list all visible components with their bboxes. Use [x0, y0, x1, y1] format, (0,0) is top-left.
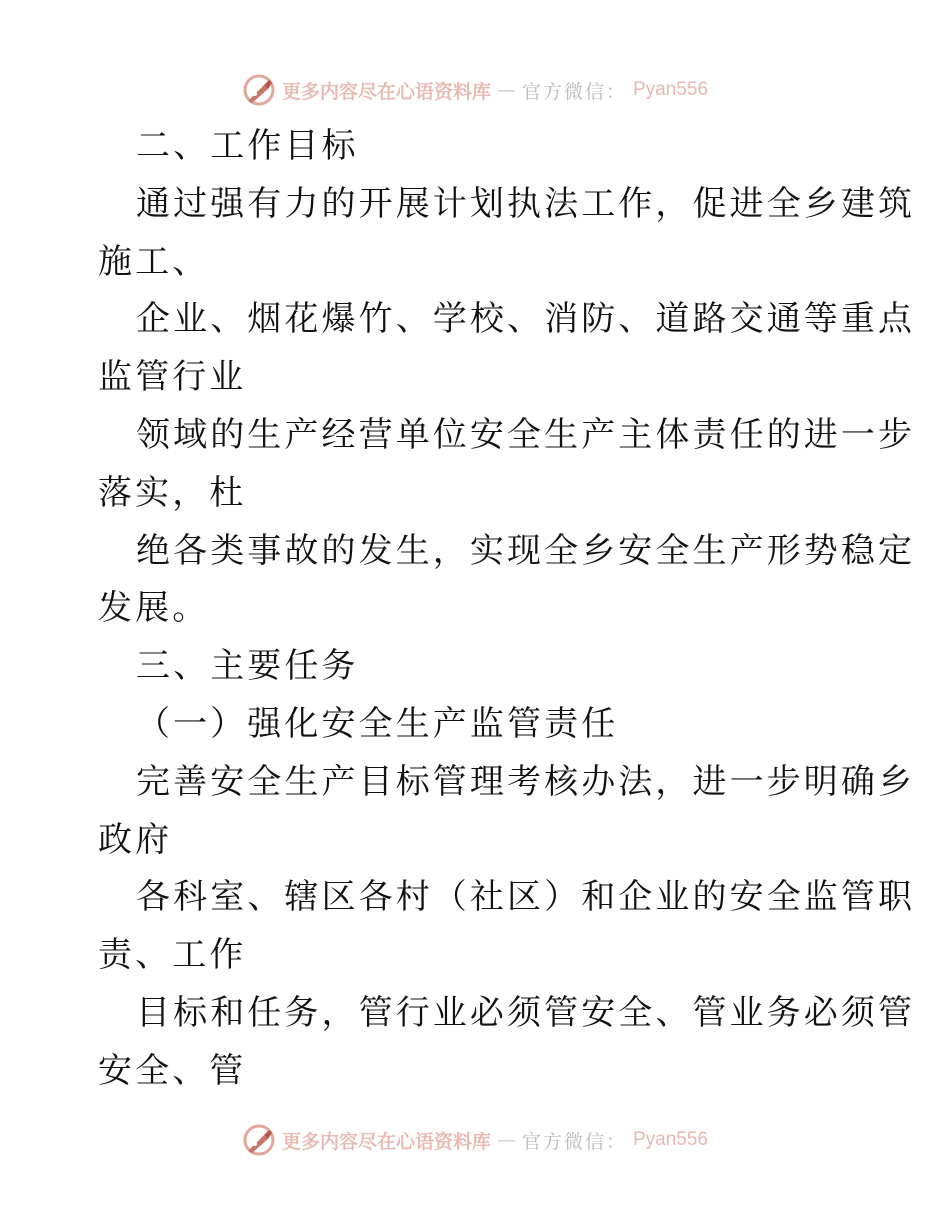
watermark-main-text: 更多内容尽在心语资料库	[281, 1130, 491, 1153]
watermark-main-text: 更多内容尽在心语资料库	[281, 80, 491, 103]
pen-nib-logo-icon	[242, 73, 276, 107]
watermark-separator: —	[496, 1129, 516, 1151]
text-line: 企业、烟花爆竹、学校、消防、道路交通等重点	[136, 299, 916, 340]
footer-watermark	[0, 1118, 950, 1162]
text-line: 二、工作目标	[136, 126, 359, 166]
text-line: 完善安全生产目标管理考核办法，进一步明确乡	[136, 761, 916, 802]
watermark-separator: —	[496, 79, 516, 101]
document-body	[98, 118, 916, 1101]
text-line: 责、工作	[98, 935, 247, 976]
text-line: 各科室、辖区各村（社区）和企业的安全监管职	[136, 877, 916, 918]
text-line: 三、主要任务	[136, 646, 359, 687]
watermark-id-text: Pyan556	[633, 79, 709, 100]
watermark-sub-text: 官方微信：	[521, 1130, 627, 1153]
text-line: 发展。	[98, 588, 210, 629]
header-watermark	[0, 68, 950, 112]
text-line: （一）强化安全生产监管责任	[136, 703, 619, 744]
text-line: 施工、	[98, 241, 210, 282]
text-line: 领域的生产经营单位安全生产主体责任的进一步	[136, 414, 916, 455]
pen-nib-logo-icon	[242, 1123, 276, 1157]
watermark-id-text: Pyan556	[633, 1129, 709, 1150]
text-line: 目标和任务，管行业必须管安全、管业务必须管	[136, 992, 916, 1033]
watermark-sub-text: 官方微信：	[521, 80, 627, 103]
text-line: 绝各类事故的发生，实现全乡安全生产形势稳定	[136, 530, 916, 571]
text-line: 安全、管	[98, 1050, 247, 1091]
text-line: 落实，杜	[98, 472, 247, 513]
text-line: 监管行业	[98, 357, 247, 398]
text-line: 通过强有力的开展计划执法工作，促进全乡建筑	[136, 183, 916, 224]
text-line: 政府	[98, 819, 173, 860]
